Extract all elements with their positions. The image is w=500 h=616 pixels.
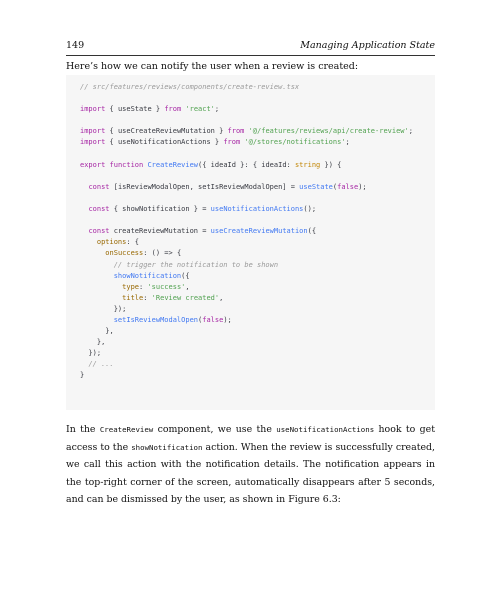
inline-code: CreateReview	[99, 425, 154, 434]
code-token: '@/stores/notifications'	[244, 138, 346, 147]
paragraph-text: action. When the review is successfully created, we call this action with the notification details. The notification appears in the top-right corner of the screen, automatically disappears after 5 seconds, and can be dismissed by the user, as shown in Figure 6.3:	[66, 441, 435, 505]
code-token: // src/features/reviews/components/create-review.tsx	[80, 83, 300, 91]
code-line	[80, 137, 435, 148]
code-line	[80, 304, 435, 315]
code-token	[80, 294, 122, 302]
code-line	[80, 104, 435, 115]
code-token: CreateReview	[147, 160, 199, 169]
code-line	[80, 359, 435, 370]
paragraph-text: In the	[66, 424, 100, 435]
code-token: );	[358, 182, 367, 191]
code-token: { useCreateReviewMutation }	[105, 127, 228, 136]
code-token: setIsReviewModalOpen	[113, 315, 199, 324]
code-token: type	[122, 282, 140, 291]
code-line	[80, 271, 435, 282]
code-line	[80, 115, 435, 126]
code-token: // trigger the notification to be shown	[113, 260, 279, 269]
running-section-title: Managing Application State	[300, 40, 435, 51]
code-token: [isReviewModalOpen, setIsReviewModalOpen] =	[109, 182, 300, 191]
code-token	[80, 316, 114, 324]
code-token	[80, 261, 114, 269]
code-block	[66, 75, 435, 410]
code-token	[80, 249, 105, 257]
code-line	[80, 93, 435, 104]
code-token: onSuccess	[105, 249, 144, 258]
code-token: ;	[408, 127, 413, 136]
code-line	[80, 260, 435, 271]
code-token: ({ ideaId }: { ideaId:	[198, 160, 295, 169]
code-line	[80, 293, 435, 304]
code-token: useState	[299, 182, 333, 191]
code-line	[80, 248, 435, 259]
code-token: title	[122, 293, 144, 302]
code-token: options	[96, 238, 127, 247]
code-token: (	[332, 182, 338, 191]
code-token: });	[80, 349, 102, 358]
inline-code: useNotificationActions	[276, 425, 375, 434]
code-token: const	[88, 227, 110, 236]
code-token: import	[80, 127, 106, 136]
code-token: });	[80, 304, 127, 313]
code-token: useNotificationActions	[210, 205, 304, 214]
code-token: // ...	[88, 360, 114, 369]
page-header	[66, 40, 435, 56]
code-token: 'react'	[185, 105, 215, 114]
code-token	[80, 238, 97, 246]
inline-code: showNotification	[131, 442, 203, 452]
code-token: 'success'	[147, 282, 186, 291]
code-token: createReviewMutation =	[109, 227, 211, 236]
code-token: : () => {	[143, 249, 182, 258]
code-token: useCreateReviewMutation	[210, 227, 308, 236]
code-token: import	[80, 138, 106, 147]
code-token: false	[202, 315, 224, 324]
code-token: },	[80, 338, 106, 347]
code-line	[80, 226, 435, 237]
code-token: }	[80, 371, 85, 380]
code-token: ;	[214, 105, 220, 114]
code-token: }) {	[320, 160, 342, 169]
code-line	[80, 126, 435, 137]
code-token: ({	[307, 227, 317, 236]
code-token: },	[80, 327, 114, 336]
code-token: ();	[303, 205, 317, 214]
code-token: { showNotification } =	[109, 205, 211, 214]
code-line	[80, 182, 435, 193]
code-line	[80, 370, 435, 381]
code-token: { useState }	[105, 105, 165, 114]
code-token: from	[223, 138, 241, 147]
code-token: const	[88, 182, 110, 191]
code-token: : {	[126, 238, 140, 247]
code-token: import	[80, 105, 106, 114]
body-paragraph	[66, 421, 435, 509]
code-line	[80, 204, 435, 215]
code-token: );	[223, 315, 232, 324]
code-line	[80, 149, 435, 160]
code-line	[80, 326, 435, 337]
code-line	[80, 237, 435, 248]
intro-text: Here’s how we can notify the user when a review is created:	[66, 61, 359, 72]
code-line	[80, 348, 435, 359]
code-line	[80, 193, 435, 204]
code-token: function	[109, 160, 144, 169]
code-token: from	[164, 105, 182, 114]
code-token: false	[337, 182, 359, 191]
code-token: { useNotificationActions }	[105, 138, 224, 147]
code-token	[80, 283, 122, 291]
paragraph-text: hook to get access to the	[66, 424, 435, 453]
code-token: ;	[345, 138, 350, 147]
code-line	[80, 160, 435, 171]
code-line	[80, 215, 435, 226]
code-token: string	[294, 160, 321, 169]
code-token: const	[88, 205, 110, 214]
code-line	[80, 337, 435, 348]
code-token: from	[227, 127, 245, 136]
code-token: showNotification	[113, 271, 182, 280]
code-token: '@/features/reviews/api/create-review'	[248, 127, 409, 136]
code-line	[80, 315, 435, 326]
code-token: export	[80, 160, 106, 169]
code-token: ,	[219, 293, 224, 302]
paragraph-text: component, we use the	[153, 424, 277, 435]
code-token: :	[143, 293, 152, 302]
code-token: :	[139, 282, 148, 291]
code-token: ,	[185, 282, 190, 291]
code-token	[80, 272, 114, 280]
code-token: ({	[181, 271, 190, 280]
code-line	[80, 171, 435, 182]
code-token: 'Review created'	[151, 293, 220, 302]
code-token: (	[198, 315, 203, 324]
code-line	[80, 82, 435, 93]
page-number: 149	[66, 40, 85, 51]
code-line	[80, 282, 435, 293]
